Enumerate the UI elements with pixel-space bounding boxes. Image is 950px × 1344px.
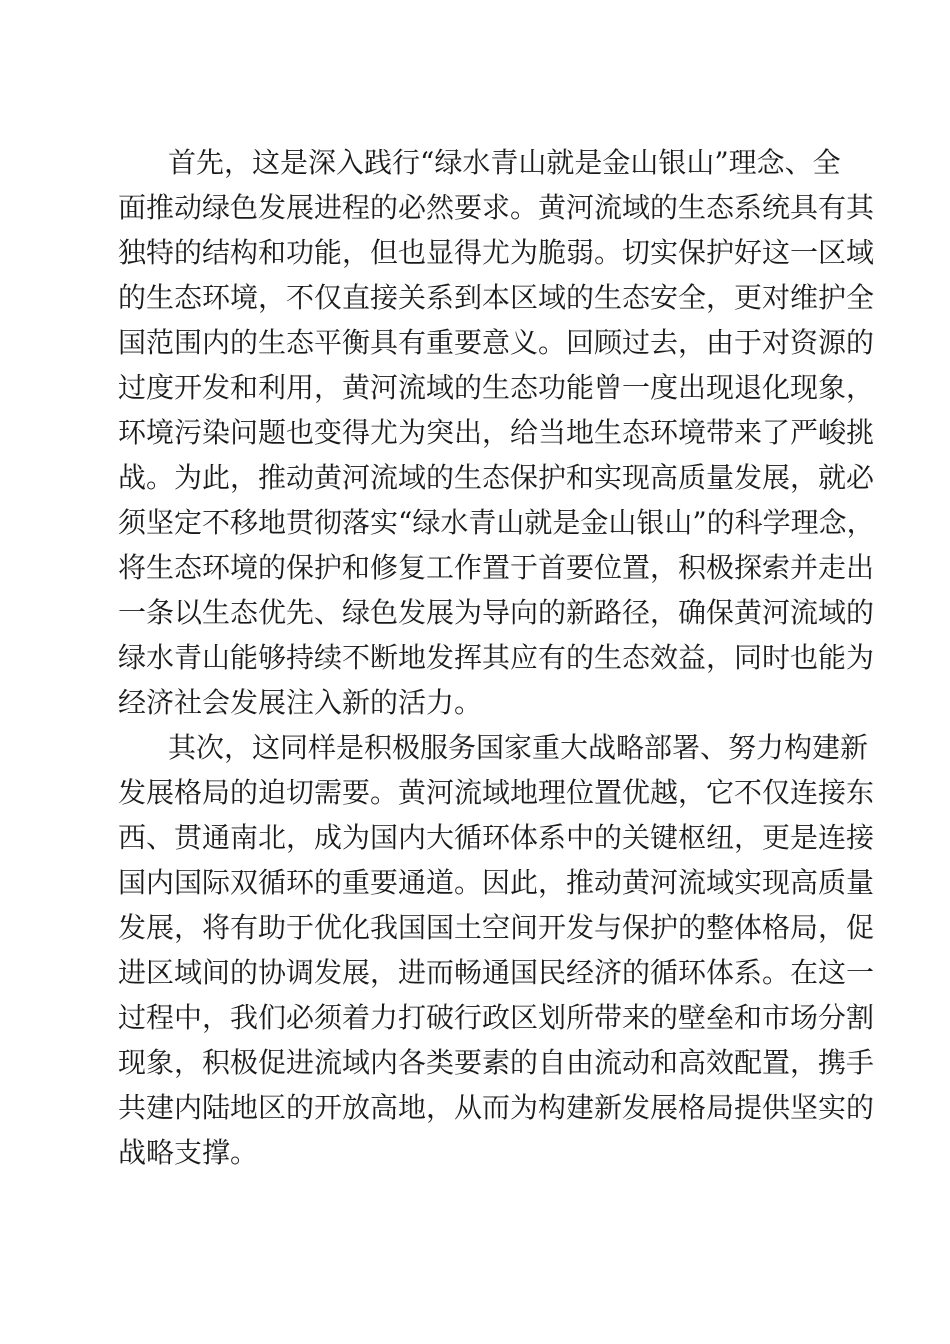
paragraph-line: 国内国际双循环的重要通道。因此，推动黄河流域实现高质量 [118,866,875,899]
paragraph-line: 其次，这同样是积极服务国家重大战略部署、努力构建新 [168,731,869,764]
paragraph-line: 战略支撑。 [118,1136,259,1169]
paragraph-line: 将生态环境的保护和修复工作置于首要位置，积极探索并走出 [118,551,875,584]
paragraph-line: 经济社会发展注入新的活力。 [118,686,483,719]
paragraph-line: 发展格局的迫切需要。黄河流域地理位置优越，它不仅连接东 [118,776,875,809]
paragraph-line: 一条以生态优先、绿色发展为导向的新路径，确保黄河流域的 [118,596,875,629]
paragraph-2 [118,725,875,1175]
paragraph-line: 首先，这是深入践行“绿水青山就是金山银山”理念、全 [168,146,841,179]
paragraph-line: 过程中，我们必须着力打破行政区划所带来的壁垒和市场分割 [118,1001,875,1034]
paragraph-line: 的生态环境，不仅直接关系到本区域的生态安全，更对维护全 [118,281,875,314]
paragraph-line: 绿水青山能够持续不断地发挥其应有的生态效益，同时也能为 [118,641,875,674]
paragraph-line: 西、贯通南北，成为国内大循环体系中的关键枢纽，更是连接 [118,821,875,854]
paragraph-line: 共建内陆地区的开放高地，从而为构建新发展格局提供坚实的 [118,1091,875,1124]
paragraph-line: 环境污染问题也变得尤为突出，给当地生态环境带来了严峻挑 [118,416,875,449]
paragraph-line: 国范围内的生态平衡具有重要意义。回顾过去，由于对资源的 [118,326,875,359]
paragraph-line: 独特的结构和功能，但也显得尤为脆弱。切实保护好这一区域 [118,236,875,269]
paragraph-line: 现象，积极促进流域内各类要素的自由流动和高效配置，携手 [118,1046,875,1079]
paragraph-line: 发展，将有助于优化我国国土空间开发与保护的整体格局，促 [118,911,875,944]
paragraph-line: 面推动绿色发展进程的必然要求。黄河流域的生态系统具有其 [118,191,875,224]
paragraph-line: 战。为此，推动黄河流域的生态保护和实现高质量发展，就必 [118,461,875,494]
paragraph-1 [118,140,875,725]
paragraph-line: 过度开发和利用，黄河流域的生态功能曾一度出现退化现象， [118,371,875,404]
paragraph-line: 须坚定不移地贯彻落实“绿水青山就是金山银山”的科学理念， [118,506,875,539]
paragraph-line: 进区域间的协调发展，进而畅通国民经济的循环体系。在这一 [118,956,875,989]
document-body [118,140,875,1175]
